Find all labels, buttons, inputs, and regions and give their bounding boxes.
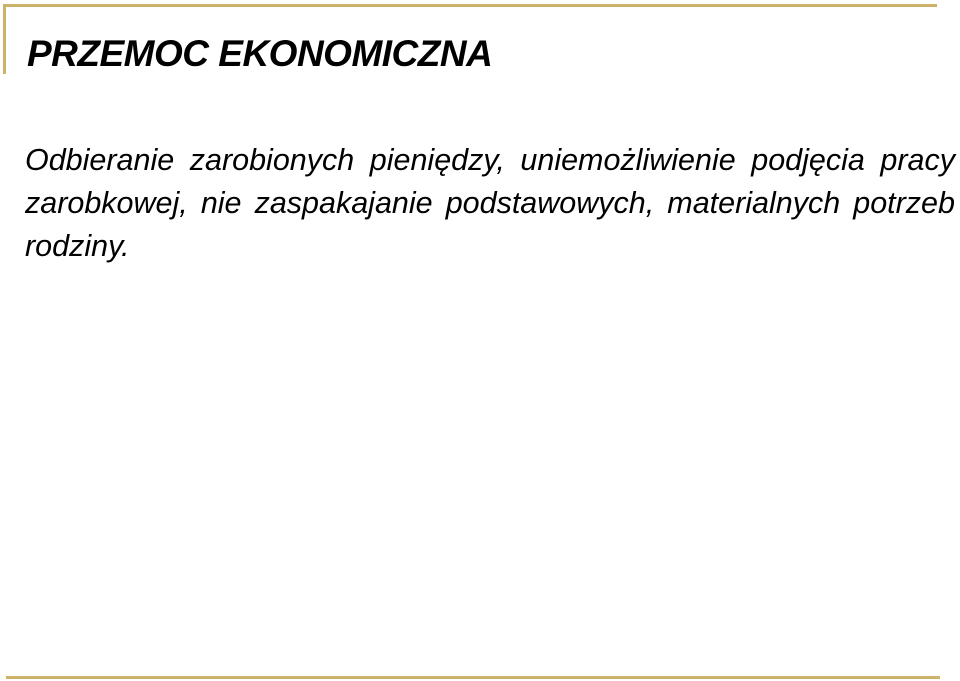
- slide-border-top: [3, 4, 937, 7]
- slide-border-bottom: [6, 676, 940, 679]
- slide-body-text: Odbieranie zarobionych pieniędzy, uniemożliwienie podjęcia pracy zarobkowej, nie zaspakajanie podstawowych, materialnych potrzeb rodziny.: [25, 143, 955, 263]
- slide-border-left: [3, 4, 6, 74]
- slide-title: PRZEMOC EKONOMICZNA: [27, 33, 493, 74]
